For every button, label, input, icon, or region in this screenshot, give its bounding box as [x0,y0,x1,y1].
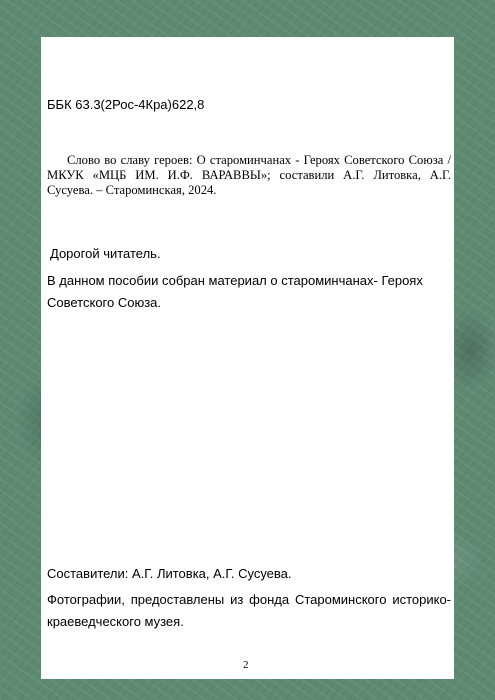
bibliographic-entry: Слово во славу героев: О староминчанах - Героях Советского Союза / МКУК «МЦБ ИМ. И.Ф. ВАРАВВЫ»; составили А.Г. Литовка, А.Г. Сусуева. – Староминская, 2024. [47,153,451,197]
intro-text: В данном пособии собран материал о староминчанах- Героях Советского Союза. [47,273,423,310]
document-page [41,37,454,679]
page-number: 2 [243,659,249,671]
compilers: Составители: А.Г. Литовка, А.Г. Сусуева. [47,566,292,581]
bbk-code: ББК 63.3(2Рос-4Кра)622,8 [47,97,205,112]
photos-note: Фотографии, предоставлены из фонда Староминского историко-краеведческого музея. [47,592,451,629]
greeting: Дорогой читатель. [50,246,161,261]
